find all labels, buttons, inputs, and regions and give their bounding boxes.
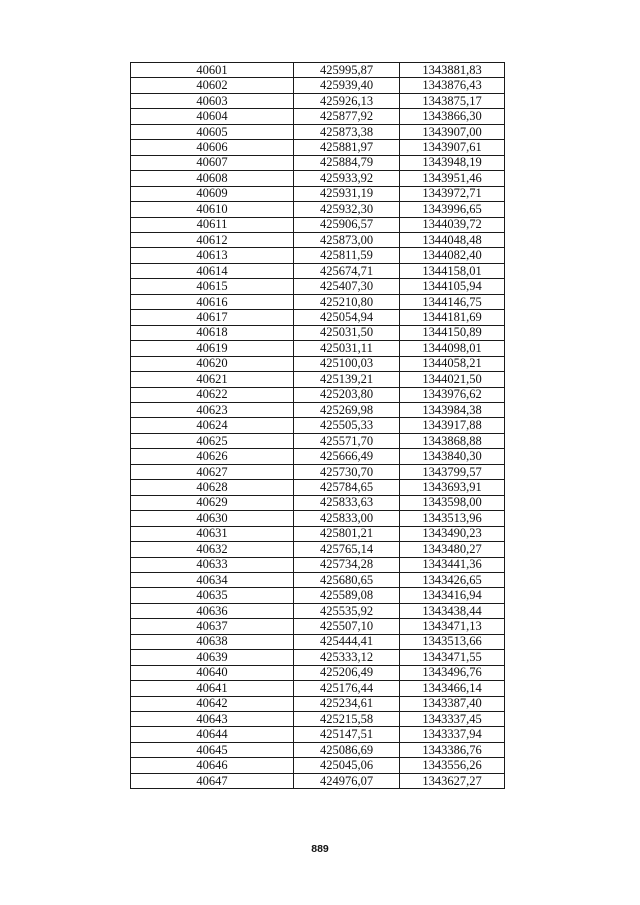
x-coordinate-cell: 425147,51 xyxy=(294,727,400,742)
x-coordinate-cell: 425505,33 xyxy=(294,418,400,433)
point-id-cell: 40636 xyxy=(131,603,294,618)
y-coordinate-cell: 1343337,45 xyxy=(400,712,505,727)
point-id-cell: 40642 xyxy=(131,696,294,711)
point-id-cell: 40602 xyxy=(131,78,294,93)
point-id-cell: 40639 xyxy=(131,650,294,665)
coordinates-table-body xyxy=(131,63,505,789)
y-coordinate-cell: 1343471,55 xyxy=(400,650,505,665)
y-coordinate-cell: 1343438,44 xyxy=(400,603,505,618)
x-coordinate-cell: 425234,61 xyxy=(294,696,400,711)
table-row xyxy=(131,727,505,742)
x-coordinate-cell: 425054,94 xyxy=(294,310,400,325)
table-row xyxy=(131,93,505,108)
y-coordinate-cell: 1343866,30 xyxy=(400,109,505,124)
x-coordinate-cell: 425801,21 xyxy=(294,526,400,541)
table-row xyxy=(131,495,505,510)
y-coordinate-cell: 1343480,27 xyxy=(400,542,505,557)
x-coordinate-cell: 425086,69 xyxy=(294,742,400,757)
y-coordinate-cell: 1343496,76 xyxy=(400,665,505,680)
y-coordinate-cell: 1343948,19 xyxy=(400,155,505,170)
y-coordinate-cell: 1343513,96 xyxy=(400,511,505,526)
y-coordinate-cell: 1343490,23 xyxy=(400,526,505,541)
table-row xyxy=(131,603,505,618)
point-id-cell: 40622 xyxy=(131,387,294,402)
table-row xyxy=(131,372,505,387)
y-coordinate-cell: 1344048,48 xyxy=(400,232,505,247)
point-id-cell: 40620 xyxy=(131,356,294,371)
table-row xyxy=(131,294,505,309)
point-id-cell: 40609 xyxy=(131,186,294,201)
y-coordinate-cell: 1343876,43 xyxy=(400,78,505,93)
point-id-cell: 40607 xyxy=(131,155,294,170)
y-coordinate-cell: 1343875,17 xyxy=(400,93,505,108)
table-row xyxy=(131,232,505,247)
x-coordinate-cell: 425873,38 xyxy=(294,124,400,139)
point-id-cell: 40643 xyxy=(131,712,294,727)
point-id-cell: 40635 xyxy=(131,588,294,603)
table-row xyxy=(131,526,505,541)
point-id-cell: 40628 xyxy=(131,480,294,495)
y-coordinate-cell: 1344181,69 xyxy=(400,310,505,325)
x-coordinate-cell: 425811,59 xyxy=(294,248,400,263)
x-coordinate-cell: 425680,65 xyxy=(294,572,400,587)
y-coordinate-cell: 1343416,94 xyxy=(400,588,505,603)
x-coordinate-cell: 425176,44 xyxy=(294,681,400,696)
x-coordinate-cell: 425730,70 xyxy=(294,464,400,479)
point-id-cell: 40601 xyxy=(131,63,294,78)
table-row xyxy=(131,140,505,155)
table-row xyxy=(131,758,505,773)
point-id-cell: 40629 xyxy=(131,495,294,510)
y-coordinate-cell: 1343984,38 xyxy=(400,402,505,417)
x-coordinate-cell: 425333,12 xyxy=(294,650,400,665)
table-row xyxy=(131,712,505,727)
y-coordinate-cell: 1344150,89 xyxy=(400,325,505,340)
point-id-cell: 40619 xyxy=(131,341,294,356)
table-row xyxy=(131,773,505,788)
x-coordinate-cell: 425203,80 xyxy=(294,387,400,402)
point-id-cell: 40640 xyxy=(131,665,294,680)
table-row xyxy=(131,279,505,294)
y-coordinate-cell: 1343972,71 xyxy=(400,186,505,201)
x-coordinate-cell: 425407,30 xyxy=(294,279,400,294)
y-coordinate-cell: 1343996,65 xyxy=(400,202,505,217)
y-coordinate-cell: 1343556,26 xyxy=(400,758,505,773)
y-coordinate-cell: 1344039,72 xyxy=(400,217,505,232)
y-coordinate-cell: 1344021,50 xyxy=(400,372,505,387)
table-row xyxy=(131,650,505,665)
table-row xyxy=(131,464,505,479)
table-row xyxy=(131,186,505,201)
page-number: 889 xyxy=(311,843,329,855)
table-row xyxy=(131,665,505,680)
x-coordinate-cell: 425784,65 xyxy=(294,480,400,495)
y-coordinate-cell: 1343471,13 xyxy=(400,619,505,634)
y-coordinate-cell: 1343868,88 xyxy=(400,433,505,448)
y-coordinate-cell: 1344158,01 xyxy=(400,263,505,278)
x-coordinate-cell: 425210,80 xyxy=(294,294,400,309)
table-row xyxy=(131,619,505,634)
x-coordinate-cell: 425139,21 xyxy=(294,372,400,387)
point-id-cell: 40603 xyxy=(131,93,294,108)
point-id-cell: 40638 xyxy=(131,634,294,649)
table-row xyxy=(131,402,505,417)
point-id-cell: 40631 xyxy=(131,526,294,541)
y-coordinate-cell: 1343513,66 xyxy=(400,634,505,649)
y-coordinate-cell: 1343441,36 xyxy=(400,557,505,572)
x-coordinate-cell: 425873,00 xyxy=(294,232,400,247)
point-id-cell: 40606 xyxy=(131,140,294,155)
table-row xyxy=(131,155,505,170)
table-row xyxy=(131,78,505,93)
x-coordinate-cell: 425939,40 xyxy=(294,78,400,93)
y-coordinate-cell: 1344105,94 xyxy=(400,279,505,294)
x-coordinate-cell: 425734,28 xyxy=(294,557,400,572)
y-coordinate-cell: 1343799,57 xyxy=(400,464,505,479)
x-coordinate-cell: 425535,92 xyxy=(294,603,400,618)
table-row xyxy=(131,63,505,78)
x-coordinate-cell: 425269,98 xyxy=(294,402,400,417)
table-row xyxy=(131,171,505,186)
x-coordinate-cell: 425906,57 xyxy=(294,217,400,232)
table-row xyxy=(131,263,505,278)
x-coordinate-cell: 425995,87 xyxy=(294,63,400,78)
point-id-cell: 40637 xyxy=(131,619,294,634)
point-id-cell: 40625 xyxy=(131,433,294,448)
table-row xyxy=(131,325,505,340)
x-coordinate-cell: 425926,13 xyxy=(294,93,400,108)
point-id-cell: 40608 xyxy=(131,171,294,186)
x-coordinate-cell: 425674,71 xyxy=(294,263,400,278)
x-coordinate-cell: 425100,03 xyxy=(294,356,400,371)
table-row xyxy=(131,217,505,232)
point-id-cell: 40633 xyxy=(131,557,294,572)
coordinates-table xyxy=(130,62,505,789)
point-id-cell: 40630 xyxy=(131,511,294,526)
y-coordinate-cell: 1343466,14 xyxy=(400,681,505,696)
y-coordinate-cell: 1343907,00 xyxy=(400,124,505,139)
point-id-cell: 40604 xyxy=(131,109,294,124)
point-id-cell: 40611 xyxy=(131,217,294,232)
point-id-cell: 40634 xyxy=(131,572,294,587)
table-row xyxy=(131,248,505,263)
y-coordinate-cell: 1343881,83 xyxy=(400,63,505,78)
y-coordinate-cell: 1343917,88 xyxy=(400,418,505,433)
point-id-cell: 40612 xyxy=(131,232,294,247)
table-row xyxy=(131,557,505,572)
table-row xyxy=(131,433,505,448)
point-id-cell: 40646 xyxy=(131,758,294,773)
point-id-cell: 40644 xyxy=(131,727,294,742)
table-row xyxy=(131,387,505,402)
x-coordinate-cell: 425031,11 xyxy=(294,341,400,356)
x-coordinate-cell: 425877,92 xyxy=(294,109,400,124)
x-coordinate-cell: 425933,92 xyxy=(294,171,400,186)
x-coordinate-cell: 425571,70 xyxy=(294,433,400,448)
table-row xyxy=(131,124,505,139)
x-coordinate-cell: 425765,14 xyxy=(294,542,400,557)
x-coordinate-cell: 425666,49 xyxy=(294,449,400,464)
x-coordinate-cell: 424976,07 xyxy=(294,773,400,788)
point-id-cell: 40641 xyxy=(131,681,294,696)
table-row xyxy=(131,109,505,124)
x-coordinate-cell: 425444,41 xyxy=(294,634,400,649)
point-id-cell: 40624 xyxy=(131,418,294,433)
table-row xyxy=(131,634,505,649)
x-coordinate-cell: 425507,10 xyxy=(294,619,400,634)
x-coordinate-cell: 425833,63 xyxy=(294,495,400,510)
table-row xyxy=(131,572,505,587)
table-row xyxy=(131,310,505,325)
table-row xyxy=(131,681,505,696)
table-row xyxy=(131,542,505,557)
table-row xyxy=(131,202,505,217)
y-coordinate-cell: 1343598,00 xyxy=(400,495,505,510)
x-coordinate-cell: 425206,49 xyxy=(294,665,400,680)
table-row xyxy=(131,341,505,356)
table-row xyxy=(131,588,505,603)
table-row xyxy=(131,480,505,495)
point-id-cell: 40645 xyxy=(131,742,294,757)
y-coordinate-cell: 1343627,27 xyxy=(400,773,505,788)
x-coordinate-cell: 425833,00 xyxy=(294,511,400,526)
point-id-cell: 40632 xyxy=(131,542,294,557)
point-id-cell: 40627 xyxy=(131,464,294,479)
x-coordinate-cell: 425215,58 xyxy=(294,712,400,727)
y-coordinate-cell: 1343426,65 xyxy=(400,572,505,587)
point-id-cell: 40647 xyxy=(131,773,294,788)
y-coordinate-cell: 1343693,91 xyxy=(400,480,505,495)
y-coordinate-cell: 1344058,21 xyxy=(400,356,505,371)
x-coordinate-cell: 425045,06 xyxy=(294,758,400,773)
table-row xyxy=(131,356,505,371)
y-coordinate-cell: 1344098,01 xyxy=(400,341,505,356)
x-coordinate-cell: 425881,97 xyxy=(294,140,400,155)
y-coordinate-cell: 1343976,62 xyxy=(400,387,505,402)
point-id-cell: 40621 xyxy=(131,372,294,387)
y-coordinate-cell: 1343386,76 xyxy=(400,742,505,757)
point-id-cell: 40610 xyxy=(131,202,294,217)
point-id-cell: 40615 xyxy=(131,279,294,294)
point-id-cell: 40626 xyxy=(131,449,294,464)
point-id-cell: 40617 xyxy=(131,310,294,325)
table-row xyxy=(131,742,505,757)
y-coordinate-cell: 1343840,30 xyxy=(400,449,505,464)
y-coordinate-cell: 1343387,40 xyxy=(400,696,505,711)
y-coordinate-cell: 1343951,46 xyxy=(400,171,505,186)
x-coordinate-cell: 425884,79 xyxy=(294,155,400,170)
table-row xyxy=(131,449,505,464)
point-id-cell: 40618 xyxy=(131,325,294,340)
point-id-cell: 40605 xyxy=(131,124,294,139)
point-id-cell: 40623 xyxy=(131,402,294,417)
y-coordinate-cell: 1343337,94 xyxy=(400,727,505,742)
point-id-cell: 40614 xyxy=(131,263,294,278)
x-coordinate-cell: 425031,50 xyxy=(294,325,400,340)
table-row xyxy=(131,418,505,433)
y-coordinate-cell: 1344146,75 xyxy=(400,294,505,309)
x-coordinate-cell: 425931,19 xyxy=(294,186,400,201)
y-coordinate-cell: 1343907,61 xyxy=(400,140,505,155)
point-id-cell: 40616 xyxy=(131,294,294,309)
x-coordinate-cell: 425589,08 xyxy=(294,588,400,603)
y-coordinate-cell: 1344082,40 xyxy=(400,248,505,263)
point-id-cell: 40613 xyxy=(131,248,294,263)
table-row xyxy=(131,511,505,526)
table-row xyxy=(131,696,505,711)
x-coordinate-cell: 425932,30 xyxy=(294,202,400,217)
